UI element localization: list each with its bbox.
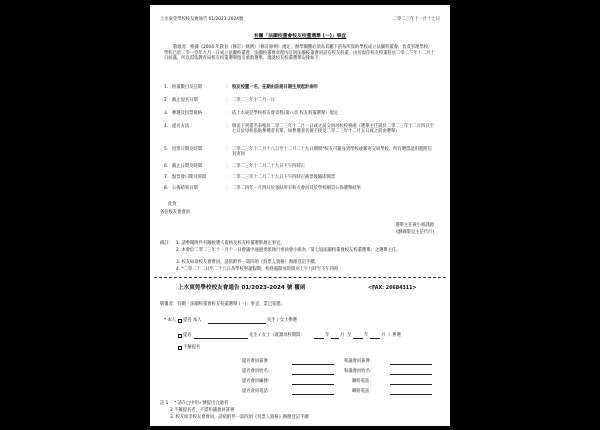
fax-number: <FAX: 26684311> (368, 286, 417, 291)
to-label: 至 (347, 333, 352, 338)
seconder-name-field[interactable] (390, 374, 432, 375)
reply-note: * 請在□中用✓號提出合適者 (174, 401, 229, 406)
item-number: 4. (164, 124, 169, 129)
item-value: 二零二三年十二月二十九日下午四時正截票後隨即開票 (232, 175, 336, 180)
field-label: 和議會員簽署： (344, 359, 375, 364)
notice-date: 二零二三年十一月十七日 (392, 17, 440, 22)
field-label: 聯絡電話： (352, 389, 374, 394)
item-label: 提名方法 (172, 124, 190, 129)
field-label: 聯絡電話： (352, 379, 374, 384)
nominator-phone-field[interactable] (292, 394, 334, 395)
note-line: 1. 請參閱附件有關候選人資格及校友校董選舉規定事宜。 (176, 241, 285, 246)
notice-title: 有關「法團校董會校友校董選舉 (一)」事宜 (253, 34, 347, 39)
closing-line: 此致 (168, 202, 177, 207)
option-prefix: * 本人 (164, 318, 177, 323)
item-value: 依上水東莞學校校友會章程(第八章 校友校董選舉）規定 (232, 111, 339, 116)
reply-to: 敬覆者：有關「法團校董會校友校董選舉 (一)」事宜，業已知悉。 (160, 302, 286, 307)
item-label: 校董數目及任期 (172, 85, 203, 90)
item-number: 5. (164, 147, 169, 152)
notes-label: 備註： (160, 241, 173, 246)
note-line: 4. *二零二十二日至二十九日為學校聖誕假期，校務處開放時間為上午九時至下午四時 (176, 267, 339, 272)
option-suffix: 先生 / 女士參選 (267, 318, 297, 323)
item-number: 7. (164, 175, 169, 180)
item-number: 8. (164, 186, 169, 191)
option-nominate-other-checkbox[interactable] (178, 334, 182, 338)
item-number: 1. (164, 85, 169, 90)
nominee-name-field[interactable] (194, 338, 248, 339)
item-value: 二零二三年十二月一日 (232, 98, 275, 103)
year-label: 年 (364, 333, 369, 338)
note-line: 3. 校友如欲校友會會員，請依附件一第四項《投票人資格》辦理登記手續。 (176, 260, 319, 265)
signature-note: (劉錦榮見主任代行) (396, 230, 434, 235)
option-text: 先生 / 女士（就讀母校期間： (249, 333, 305, 338)
item-value: 二零二四年一月四日於張貼所有校友會員及於學校網頁公佈選舉結果 (232, 186, 361, 191)
item-value: 二零二三年十二月二十九日下午四時正 (232, 164, 306, 169)
item-label: 投票日期及時間 (172, 147, 203, 152)
option-label: 提名 (183, 333, 192, 338)
item-number: 6. (164, 164, 169, 169)
notice-page: 上水東莞學校校友會通告 01/2023-2024號 二零二三年十一月十七日 有關「法團校董會校友校董選舉 (一)」事宜 敬啟者：根據《2004 年教育（修訂）條例》（修訂條例）規定，辦學團體必須為其屬下的每所資助學校成立法團校董會，負責管理學校。學校已於二零一零年九月一日成立法團校董會，法團校董會章程內訂明法團校董會須設有校友校董，由於現任校友校董將於二零二三年十二月十日屆滿，所以需依教育局校友校董選舉指引重新選舉，現就校友校董選舉安排如下： 1. 校董數目及任期 ： 校友校董一名，任期由註冊日期生效起計兩年 2. 截止提名日期 ： 二零二三年十二月一日 3. 參選及投票資格 ： 依上水東莞學校校友會章程(第八章 校友校董選舉）規定 4. 提名方法 ： 填妥下列提名表格於二零二三年十二月一日或之前交回母校校務處（選舉主任與於二零二三年十二月四日至七日於母校張貼參選者名單，如參選者名冊不接受二零二三年十二月五日或之前由選舉） 5. 投票日期及時間 ： 二零二三年十二月十八日至十二月二十九日期間*校友可親身到學校或郵寄交回學校，所有選票請用邀附信封寄回 6. 截止日期及時間 ： 二零二三年十二月二十九日下午四時正 7. 點票會日期及時間 ： 二零二三年十二月二十九日下午四時正截票後隨即開票 8. 公佈結果日期 ： 二零二四年一月四日於張貼所有校友會員及於學校網頁公佈選舉結果 此致 各位校友會會員 選舉主任黃小姐謹啟 (劉錦榮見主任代行) 備註： 1. 請參閱附件有關候選人資格及校友校董選舉規定事宜。 2. 本會於二零二三年十一月十一日會議中通過委派執行委員會小組為「第七屆法團校董會校友校董選舉」之選舉主任。 3. 校友如欲校友會會員，請依附件一第四項《投票人資格》辦理登記手續。 4. *二零二十二日至二十九日為學校聖誕假期，校務處開放時間為上午九時至下午四時 上水東莞學校校友會通告 01/2023-2024 號 覆函 <FAX: 26684311> 敬覆者：有關「法團校董會校友校董選舉 (一)」事宜，業已知悉。 * 本人 提名 本人 先生 / 女士參選 提名 先生 / 女士（就讀母校期間： 年 月 至 年 月 ）參選 不擬提名 提名會員簽署： 和議會員簽署： 提名會員姓名： 和議會員姓名： 提名會員編號： 聯絡電話： 提名會員電話： 聯絡電話： 註 1 * 請在□中用✓號提出合適者 2 不擬提名者，不需和議會員簽署 3. 校友如非校友會會員，請依附件一第四項《投票人資格》辦理登記手續 (150, 5, 450, 426)
month-label: 月 (381, 333, 386, 338)
nominator-name-field[interactable] (292, 374, 334, 375)
to-year-field[interactable] (353, 338, 363, 339)
field-label: 提名會員電話： (242, 389, 273, 394)
item-label: 截止提名日期 (172, 98, 198, 103)
option-label: 不擬提名 (183, 345, 201, 350)
seconder-phone-field-2[interactable] (390, 394, 432, 395)
item-value: 二零二三年十二月十八日至十二月二十九日期間*校友可親身到學校或郵寄交回學校，所有選票請用邀附信封寄回 (232, 147, 432, 158)
note-line: 2. 本會於二零二三年十一月十一日會議中通過委派執行委員會小組為「第七屆法團校董會校友校董選舉」之選舉主任。 (176, 248, 401, 253)
notice-number: 上水東莞學校校友會通告 01/2023-2024號 (160, 17, 244, 22)
item-value: 填妥下列提名表格於二零二三年十二月一日或之前交回母校校務處（選舉主任與於二零二三年十二月四日至七日於母校張貼參選者名單，如參選者名冊不接受二零二三年十二月五日或之前由選舉） (232, 124, 434, 135)
field-label: 提名會員簽署： (242, 359, 273, 364)
seconder-phone-field[interactable] (390, 384, 432, 385)
option-nominate-self-checkbox[interactable] (178, 319, 182, 323)
reply-notes-label: 註 1 (160, 401, 169, 406)
item-value: 校友校董一名，任期由註冊日期生效起計兩年 (232, 85, 318, 90)
item-label: 公佈結果日期 (172, 186, 198, 191)
reply-note: 3. 校友如非校友會會員，請依附件一第四項《投票人資格》辦理登記手續 (170, 415, 309, 420)
field-label: 和議會員姓名： (344, 369, 375, 374)
month-label: 月 (340, 333, 345, 338)
intro-paragraph: 敬啟者：根據《2004 年教育（修訂）條例》（修訂條例）規定，辦學團體必須為其屬下的每所資助學校成立法團校董會，負責管理學校。學校已於二零一零年九月一日成立法團校董會，法團校董會章程內訂明法團校董會須設有校友校董，由於現任校友校董將於二零二三年十二月十日屆滿，所以需依教育局校友校董選舉指引重新選舉，現就校友校董選舉安排如下： (164, 45, 435, 62)
reply-title: 上水東莞學校校友會通告 01/2023-2024 號 覆函 (178, 285, 306, 291)
item-label: 截止日期及時間 (172, 164, 203, 169)
year-label: 年 (325, 333, 330, 338)
field-label: 提名會員姓名： (242, 369, 273, 374)
seconder-signature-field[interactable] (390, 364, 432, 365)
option-no-nomination-checkbox[interactable] (178, 346, 182, 350)
from-year-field[interactable] (314, 338, 324, 339)
item-label: 參選及投票資格 (172, 111, 203, 116)
item-label: 點票會日期及時間 (172, 175, 207, 180)
signature: 選舉主任黃小姐謹啟 (395, 223, 434, 228)
item-number: 3. (164, 111, 169, 116)
nominator-signature-field[interactable] (292, 364, 334, 365)
to-month-field[interactable] (370, 338, 380, 339)
closing-recipient: 各位校友會會員 (160, 210, 191, 215)
self-name-field[interactable] (208, 323, 266, 324)
nominator-id-field[interactable] (292, 384, 334, 385)
item-number: 2. (164, 98, 169, 103)
option-label: 提名 本人 (183, 318, 202, 323)
tear-off-line (154, 277, 446, 278)
field-label: 提名會員編號： (242, 379, 273, 384)
reply-note: 2 不擬提名者，不需和議會員簽署 (170, 408, 235, 413)
option-suffix: ）參選 (388, 333, 401, 338)
from-month-field[interactable] (331, 338, 339, 339)
